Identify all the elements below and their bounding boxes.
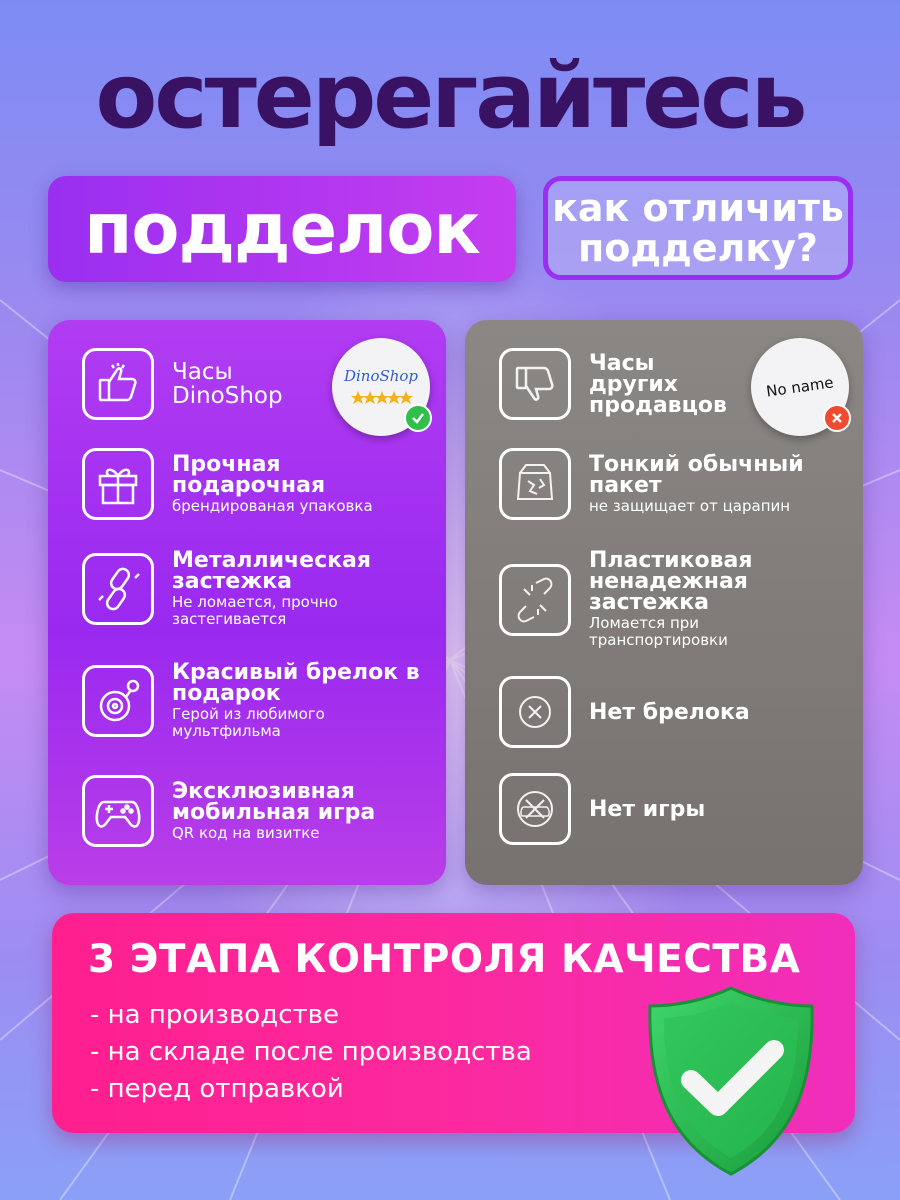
original-item-note: Герой из любимого мультфильма — [172, 705, 325, 740]
original-item-heading: Прочная подарочная — [172, 451, 326, 498]
shield-check-icon — [636, 980, 826, 1180]
how-to-spot-box — [543, 176, 853, 280]
quality-step: - на производстве — [90, 997, 532, 1034]
quality-step: - перед отправкой — [90, 1071, 532, 1108]
no-name-badge — [751, 338, 849, 436]
original-item-note: Не ломается, прочно застегивается — [172, 593, 338, 628]
how-to-spot-text: как отличить подделку? — [552, 186, 844, 270]
keychain-icon — [82, 665, 154, 737]
fake-item-heading: Пластиковая ненадежная застежка — [589, 548, 753, 615]
fake-item — [499, 448, 849, 520]
original-item-heading: Часы DinoShop — [172, 359, 283, 409]
cross-circle-icon — [499, 676, 571, 748]
fake-panel — [465, 320, 863, 885]
thumbs-up-icon — [82, 348, 154, 420]
quality-steps-list — [90, 997, 532, 1108]
fake-item-heading: Нет брелока — [589, 699, 750, 725]
no-name-badge-text: No name — [765, 373, 835, 401]
cross-badge-icon — [823, 404, 851, 432]
quality-title: 3 ЭТАПА КОНТРОЛЯ КАЧЕСТВА — [88, 937, 801, 982]
gamepad-icon — [82, 775, 154, 847]
original-item-heading: Эксклюзивная мобильная игра — [172, 778, 376, 825]
torn-box-icon — [499, 448, 571, 520]
svg-text:DinoShop: DinoShop — [343, 367, 419, 385]
no-game-icon — [499, 773, 571, 845]
fake-item — [499, 348, 739, 420]
original-item — [82, 348, 312, 420]
fake-item-heading: Часы других продавцов — [589, 350, 727, 418]
check-badge-icon — [404, 404, 432, 432]
fake-item — [499, 676, 750, 748]
chain-link-icon — [82, 553, 154, 625]
original-item — [82, 662, 432, 740]
original-item — [82, 448, 432, 520]
fake-item — [499, 550, 829, 649]
broken-chain-icon — [499, 564, 571, 636]
fake-item-note: не защищает от царапин — [589, 496, 791, 515]
fakes-banner-text: подделок — [84, 188, 480, 270]
original-item — [82, 550, 432, 628]
page-title: остерегайтесь — [95, 44, 805, 149]
fakes-banner — [48, 176, 516, 282]
original-item — [82, 775, 432, 847]
gift-icon — [82, 448, 154, 520]
original-item-heading: Металлическая застежка — [172, 548, 372, 594]
thumbs-down-icon — [499, 348, 571, 420]
quality-step: - на складе после производства — [90, 1034, 532, 1071]
original-item-note: QR код на визитке — [172, 823, 320, 842]
fake-item — [499, 773, 705, 845]
original-item-note: брендированая упаковка — [172, 496, 373, 515]
fake-item-note: Ломается при транспортировки — [589, 614, 728, 649]
original-item-heading: Красивый брелок в подарок — [172, 660, 420, 706]
dinoshop-badge — [332, 338, 430, 436]
original-panel — [48, 320, 446, 885]
fake-item-heading: Нет игры — [589, 796, 706, 822]
fake-item-heading: Тонкий обычный пакет — [589, 451, 804, 498]
